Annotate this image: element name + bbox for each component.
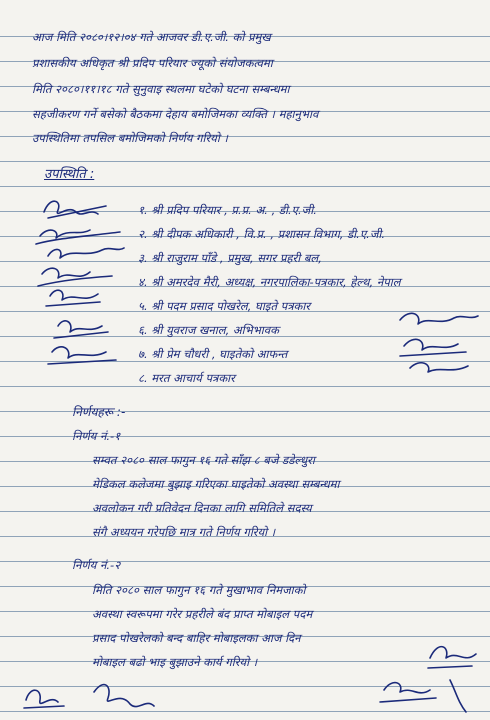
decision-2-signature [424,628,480,678]
attendee-5: ५. श्री पदम प्रसाद पोखरेल, घाइते पत्रकार [138,299,311,313]
decision-2-line-2: अवस्था स्वरूपमा गरेर प्रहरीले बंद प्राप्त मोबाइल पदम [92,607,313,621]
decision-1-line-2: मेडिकल कलेजमा बुझाइ गरिएका घाइतेको अवस्था सम्बन्धमा [92,477,340,491]
intro-line-3: मिति २०८०।११।१८ गते सुनुवाइ स्थलमा घटेको घटना सम्बन्धमा [32,82,290,96]
attendee-signatures-right [396,306,482,376]
intro-line-5: उपस्थितिमा तपसिल बमोजिमको निर्णय गरियो । [32,131,228,145]
decision-1-heading: निर्णय नं.-१ [72,429,121,443]
decisions-heading: निर्णयहरू :- [72,405,126,419]
attendee-8: ८. मरत आचार्य पत्रकार [138,371,235,385]
attendee-signatures-left [28,192,136,378]
decision-2-line-4: मोबाइल बढो भाइ बुझाउने कार्य गरियो । [92,655,258,669]
decision-1-line-1: सम्वत २०८० साल फागुन १६ गते साँझ ८ बजे डडेल्धुरा [92,453,315,467]
intro-line-2: प्रशासकीय अधिकृत श्री प्रदिप परियार ज्यूको संयोजकत्वमा [32,56,273,70]
attendee-3: ३. श्री राजुराम पाँडे , प्रमुख, सगर प्रहरी बल, [138,251,322,265]
attendee-6: ६. श्री युवराज खनाल, अभिभावक [138,323,280,337]
attendee-2: २. श्री दीपक अधिकारी , वि.प्र. , प्रशासन विभाग, डी.ए.जी. [138,227,386,241]
bottom-signatures [20,672,480,718]
decision-2-line-3: प्रसाद पोखरेलको बन्द बाहिर मोबाइलका आज दिन [92,631,301,645]
attendee-7: ७. श्री प्रेम चौधरी , घाइतेको आफन्त [138,347,288,361]
decision-1-line-4: संगै अध्ययन गरेपछि मात्र गते निर्णय गरियो । [92,525,276,539]
attendee-1: १. श्री प्रदिप परियार , प्र.प्र. अ. , डी.ए.जी. [138,203,317,217]
intro-line-1: आज मिति २०८०।१२।०४ गते आजवर डी.ए.जी. को प्रमुख [32,30,271,44]
attendance-heading: उपस्थिति : [44,167,95,182]
intro-line-4: सहजीकरण गर्ने बसेको बैठकमा देहाय बमोजिमका व्यक्ति । महानुभाव [32,107,319,121]
decision-2-line-1: मिति २०८० साल फागुन १६ गते मुखाभाव निमजाको [92,583,306,597]
decision-1-line-3: अवलोकन गरी प्रतिवेदन दिनका लागि समितिले सदस्य [92,501,312,515]
decision-2-heading: निर्णय नं.-२ [72,558,121,572]
attendee-4: ४. श्री अमरदेव मैरी, अध्यक्ष, नगरपालिका-पत्रकार, हेल्थ, नेपाल [138,275,401,289]
